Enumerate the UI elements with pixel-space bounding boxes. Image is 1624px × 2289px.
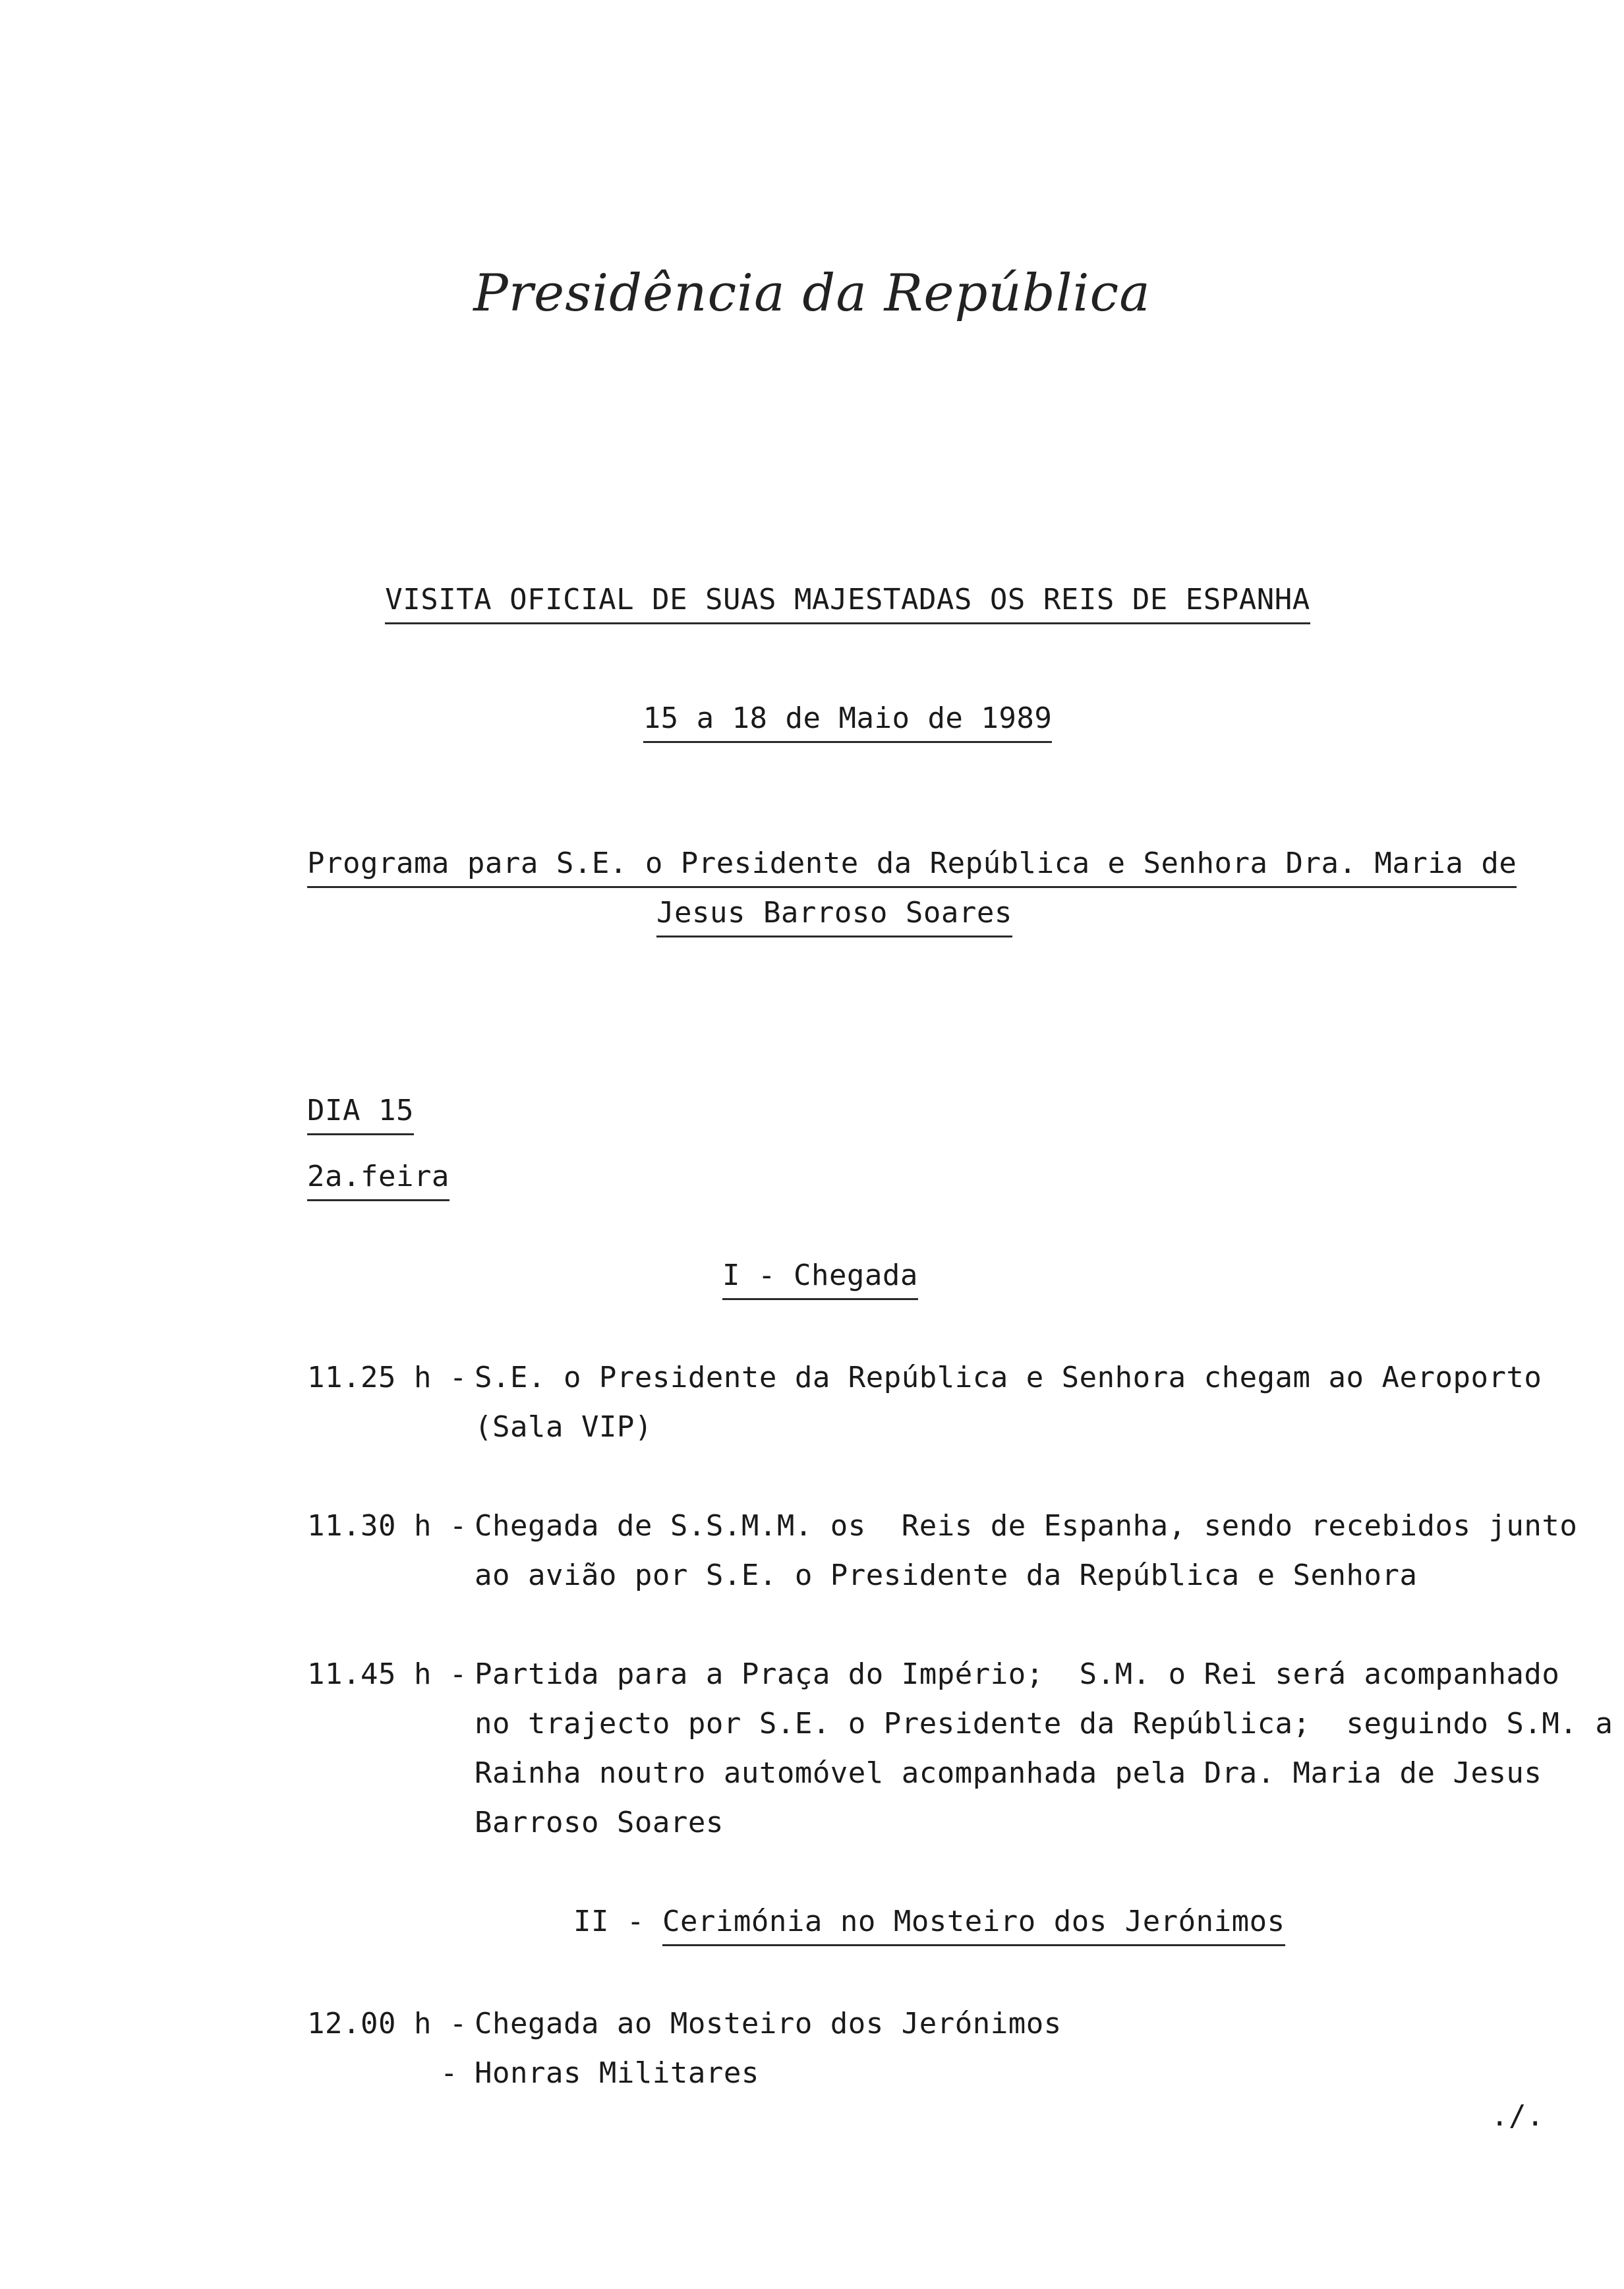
title-line bbox=[0, 541, 1624, 664]
letterhead: Presidência da República bbox=[473, 264, 1151, 323]
programa-line-1: Programa para S.E. o Presidente da República e Senhora Dra. Maria de bbox=[307, 844, 1517, 888]
entry-line: Partida para a Praça do Império; S.M. o Rei será acompanhado bbox=[475, 1657, 1560, 1691]
day-label: DIA 15 bbox=[307, 1091, 414, 1135]
entry-line: Chegada ao Mosteiro dos Jerónimos bbox=[475, 2007, 1062, 2040]
entry-line: Chegada de S.S.M.M. os Reis de Espanha, sendo recebidos junto bbox=[475, 1509, 1578, 1543]
entry-dash: - bbox=[440, 2056, 458, 2090]
document-title: VISITA OFICIAL DE SUAS MAJESTADAS OS REIS DE ESPANHA bbox=[385, 580, 1310, 624]
section-heading-mosteiro bbox=[573, 1902, 1285, 1946]
entry-line: Honras Militares bbox=[475, 2056, 759, 2090]
section-heading-title: Cerimónia no Mosteiro dos Jerónimos bbox=[662, 1902, 1285, 1946]
entry-line: Barroso Soares bbox=[475, 1806, 724, 1839]
section-heading-chegada: I - Chegada bbox=[722, 1256, 918, 1300]
entry-time: 11.25 h - bbox=[307, 1361, 467, 1394]
entry-line: (Sala VIP) bbox=[475, 1410, 652, 1444]
section-heading-prefix: II - bbox=[573, 1905, 662, 1938]
entry-line: Rainha noutro automóvel acompanhada pela Dra. Maria de Jesus bbox=[475, 1756, 1542, 1790]
visit-dates: 15 a 18 de Maio de 1989 bbox=[643, 699, 1053, 743]
programa-line-2: Jesus Barroso Soares bbox=[656, 893, 1012, 937]
entry-time: 11.45 h - bbox=[307, 1657, 467, 1691]
dates-line bbox=[0, 659, 1624, 783]
entry-line: S.E. o Presidente da República e Senhora chegam ao Aeroporto bbox=[475, 1361, 1542, 1394]
continuation-mark: ./. bbox=[1491, 2099, 1544, 2133]
entry-time: 12.00 h - bbox=[307, 2007, 467, 2040]
entry-line: ao avião por S.E. o Presidente da República e Senhora bbox=[475, 1559, 1418, 1592]
entry-time: 11.30 h - bbox=[307, 1509, 467, 1543]
weekday-label: 2a.feira bbox=[307, 1157, 450, 1201]
entry-line: no trajecto por S.E. o Presidente da República; seguindo S.M. a bbox=[475, 1707, 1613, 1740]
